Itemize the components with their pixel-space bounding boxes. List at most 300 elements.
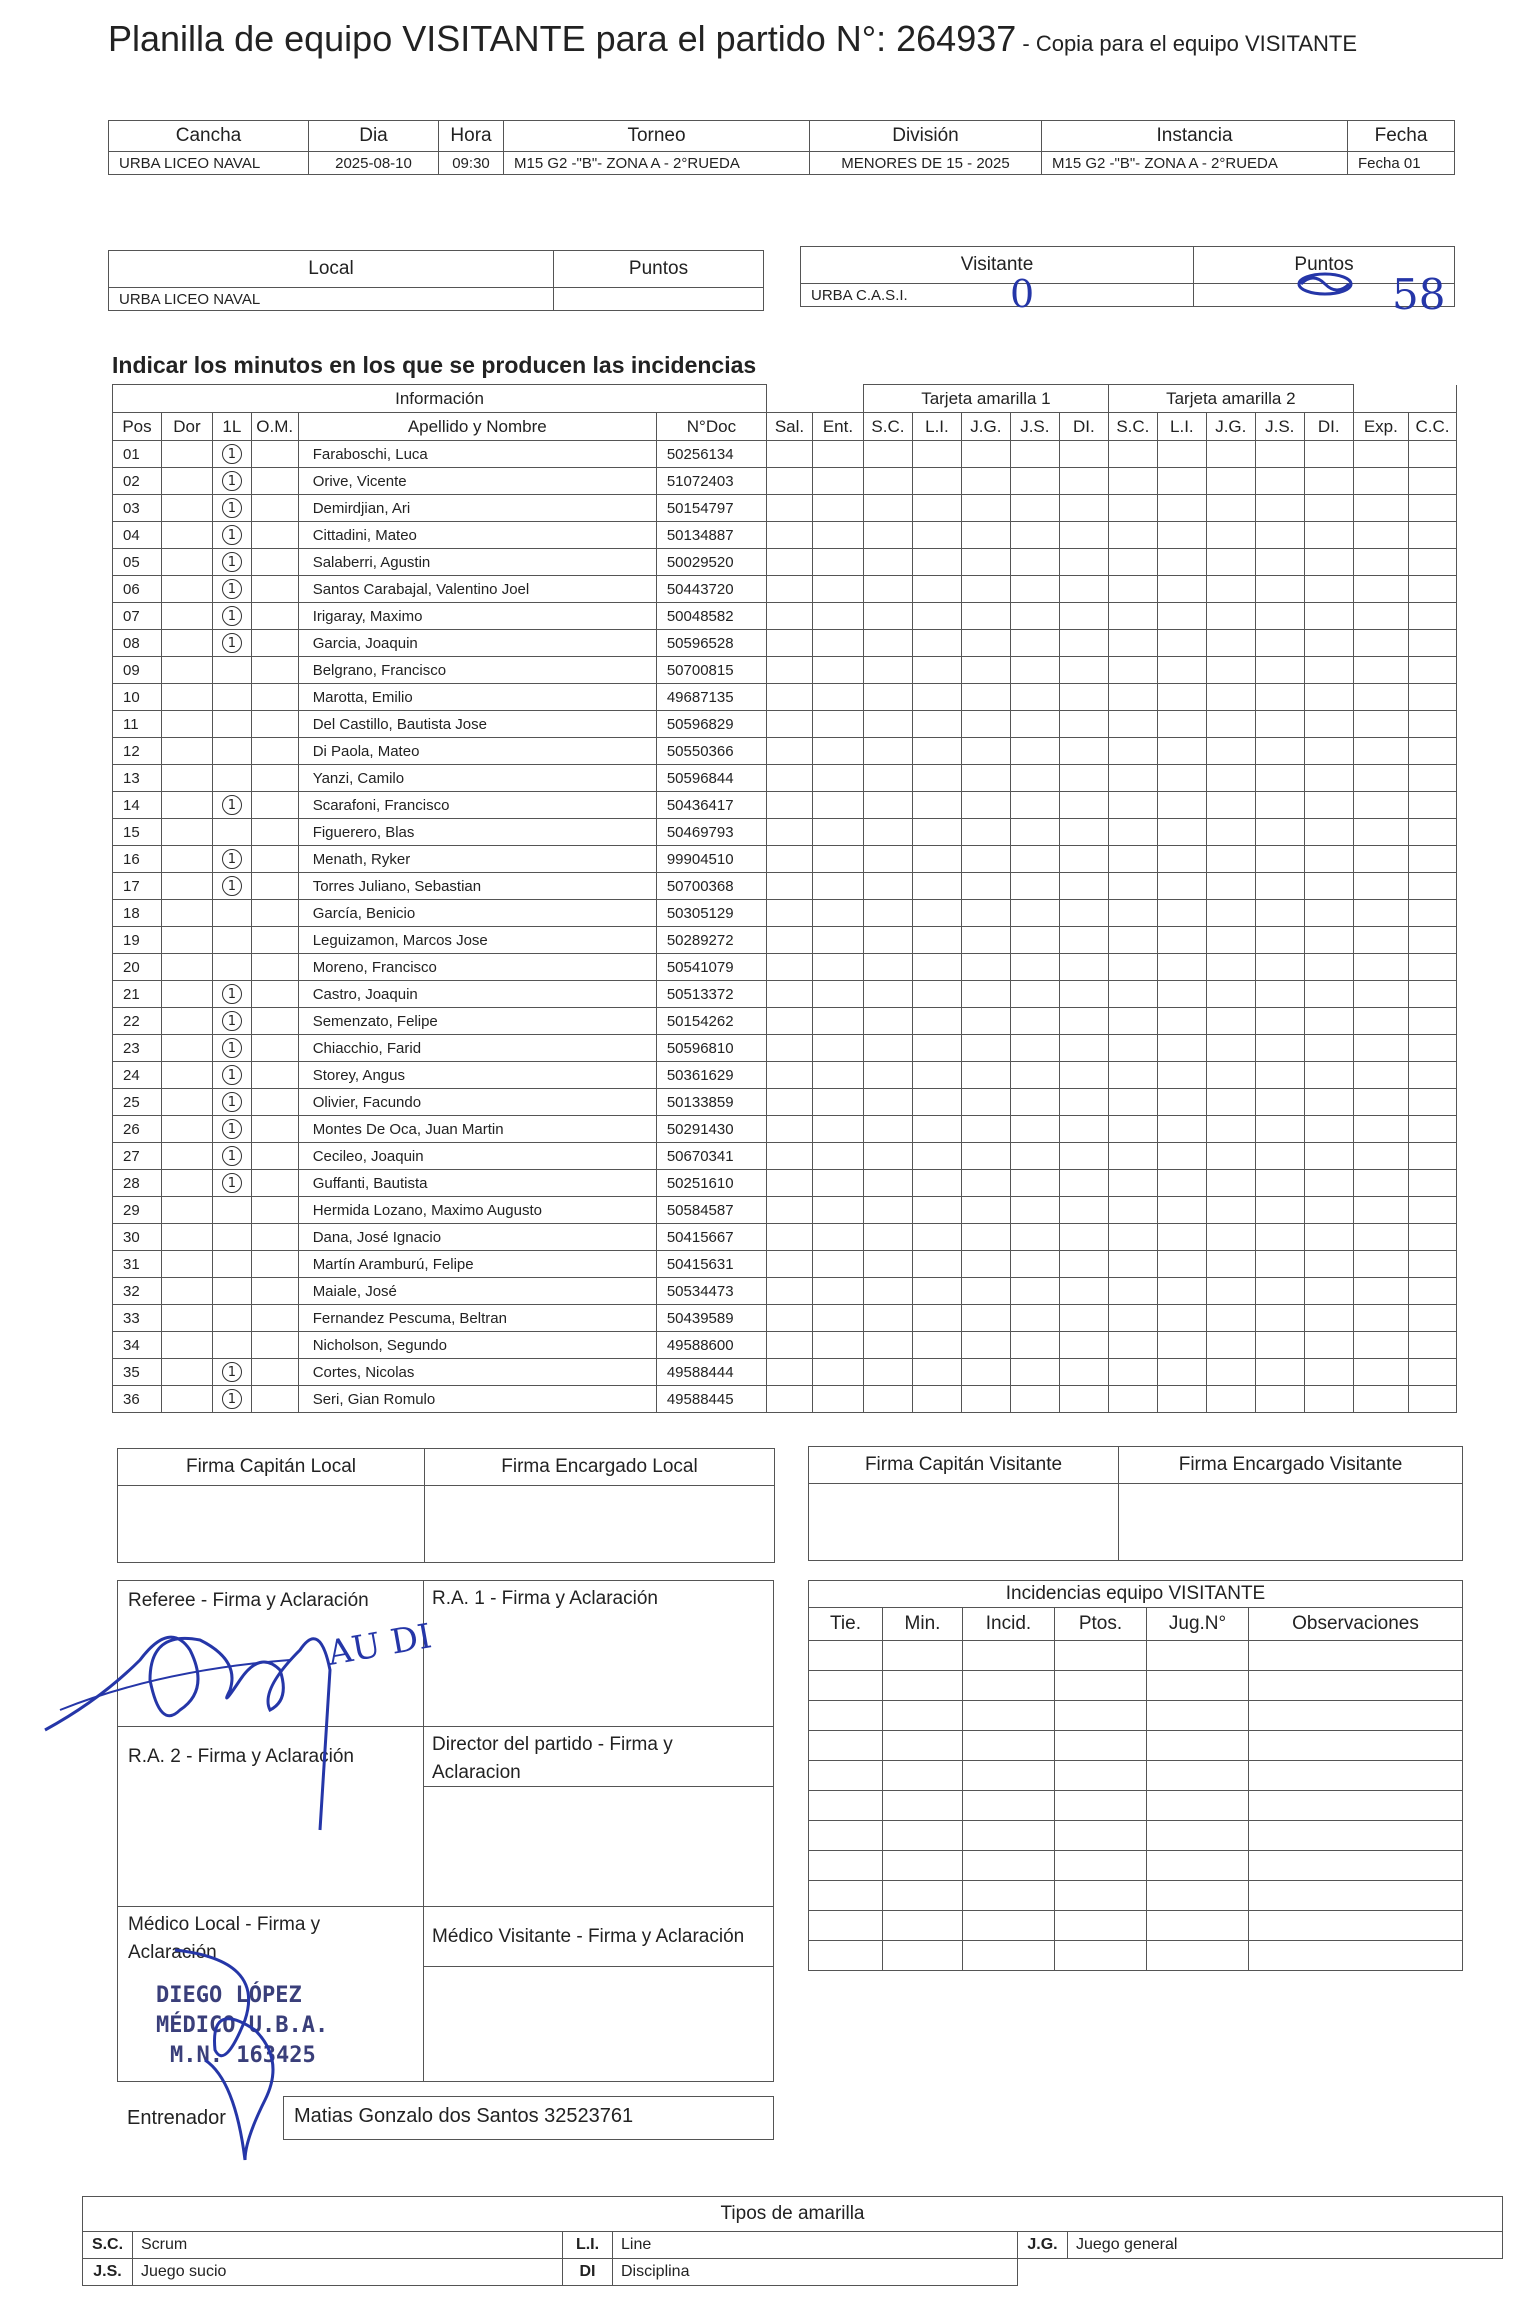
player-doc: 50596844 [656, 765, 766, 792]
incident-cell [812, 1251, 863, 1278]
player-doc: 50550366 [656, 738, 766, 765]
incident-cell [1108, 468, 1157, 495]
incident-cell [912, 1278, 961, 1305]
coach-value: Matias Gonzalo dos Santos 32523761 [294, 2105, 634, 2127]
incident-cell [1059, 1116, 1108, 1143]
incident-cell [812, 1143, 863, 1170]
player-pos: 01 [113, 441, 162, 468]
incident-cell [1304, 549, 1353, 576]
incident-column-5: Observaciones [1249, 1608, 1463, 1641]
player-doc: 50439589 [656, 1305, 766, 1332]
incident-cell [1408, 1170, 1456, 1197]
player-dor [161, 576, 212, 603]
incident-cell [767, 576, 813, 603]
player-name: Cittadini, Mateo [298, 522, 656, 549]
incident-cell [1010, 792, 1059, 819]
incident-cell [1408, 1197, 1456, 1224]
player-dor [161, 738, 212, 765]
local-captain-signature-box [118, 1486, 425, 1563]
player-doc: 50541079 [656, 954, 766, 981]
incident-cell [1010, 1197, 1059, 1224]
player-om [251, 1197, 298, 1224]
incident-cell [1408, 792, 1456, 819]
legend-text-sc: Scrum [133, 2232, 563, 2259]
incident-cell [812, 1035, 863, 1062]
incident-cell [912, 468, 961, 495]
first-line-mark: 1 [222, 498, 242, 518]
incident-cell [1010, 495, 1059, 522]
incident-cell [1010, 1116, 1059, 1143]
player-pos: 19 [113, 927, 162, 954]
incident-cell [1059, 873, 1108, 900]
incident-cell [961, 900, 1010, 927]
incident-cell [1408, 522, 1456, 549]
incident-cell [961, 738, 1010, 765]
player-om [251, 954, 298, 981]
player-doc: 50251610 [656, 1170, 766, 1197]
table-row [113, 738, 1457, 765]
first-line-mark: 1 [222, 525, 242, 545]
player-pos: 10 [113, 684, 162, 711]
column-header-4: Apellido y Nombre [298, 413, 656, 441]
incident-cell [961, 1359, 1010, 1386]
column-header-6: Sal. [767, 413, 813, 441]
incident-cell [812, 900, 863, 927]
incident-cell [1108, 630, 1157, 657]
player-name: Cecileo, Joaquin [298, 1143, 656, 1170]
player-name: Marotta, Emilio [298, 684, 656, 711]
incident-row-cell [809, 1671, 883, 1701]
incident-cell [912, 657, 961, 684]
player-dor [161, 1359, 212, 1386]
incident-row [809, 1761, 1463, 1791]
local-team-table [108, 250, 764, 311]
player-pos: 24 [113, 1062, 162, 1089]
incident-cell [767, 468, 813, 495]
incident-cell [863, 522, 912, 549]
incident-cell [767, 657, 813, 684]
incident-column-3: Ptos. [1055, 1608, 1147, 1641]
incident-cell [767, 1197, 813, 1224]
incident-cell [1108, 441, 1157, 468]
player-first-line [212, 1008, 251, 1035]
incident-cell [1353, 603, 1408, 630]
incident-cell [1108, 711, 1157, 738]
incident-cell [767, 1062, 813, 1089]
incident-cell [1255, 1386, 1304, 1413]
local-points-header: Puntos [554, 251, 764, 288]
player-pos: 18 [113, 900, 162, 927]
incident-row [809, 1911, 1463, 1941]
incident-cell [1108, 576, 1157, 603]
incident-cell [1304, 603, 1353, 630]
incident-row [809, 1791, 1463, 1821]
incident-cell [1408, 1116, 1456, 1143]
player-first-line [212, 549, 251, 576]
incident-cell [1010, 522, 1059, 549]
incident-row-cell [809, 1731, 883, 1761]
incident-row-cell [809, 1791, 883, 1821]
incident-cell [1408, 1332, 1456, 1359]
player-pos: 20 [113, 954, 162, 981]
incident-cell [1255, 873, 1304, 900]
incident-cell [863, 1251, 912, 1278]
incident-cell [1010, 1170, 1059, 1197]
incident-cell [1255, 954, 1304, 981]
player-dor [161, 900, 212, 927]
incident-cell [1408, 1305, 1456, 1332]
local-captain-signature-label: Firma Capitán Local [118, 1449, 425, 1486]
incident-row-cell [1055, 1881, 1147, 1911]
incident-cell [961, 711, 1010, 738]
incident-cell [1108, 549, 1157, 576]
incident-cell [812, 576, 863, 603]
first-line-mark: 1 [222, 1011, 242, 1031]
referee-signature [40, 1560, 440, 1865]
incident-column-2: Incid. [963, 1608, 1055, 1641]
incident-cell [1206, 792, 1255, 819]
section-title: Indicar los minutos en los que se producen las incidencias [112, 352, 757, 378]
incident-cell [1206, 603, 1255, 630]
player-name: Seri, Gian Romulo [298, 1386, 656, 1413]
incident-cell [1157, 630, 1206, 657]
player-pos: 26 [113, 1116, 162, 1143]
table-row [113, 630, 1457, 657]
scribble-mark [1295, 270, 1355, 303]
incident-cell [961, 1278, 1010, 1305]
incident-cell [912, 873, 961, 900]
player-first-line [212, 657, 251, 684]
player-doc: 50700815 [656, 657, 766, 684]
incident-cell [961, 1143, 1010, 1170]
incident-cell [912, 1035, 961, 1062]
player-doc: 50415667 [656, 1224, 766, 1251]
incident-column-0: Tie. [809, 1608, 883, 1641]
incident-cell [961, 1251, 1010, 1278]
player-name: Chiacchio, Farid [298, 1035, 656, 1062]
incident-cell [912, 1305, 961, 1332]
incident-cell [961, 441, 1010, 468]
ra1-label: R.A. 1 - Firma y Aclaración [432, 1588, 658, 1609]
incident-cell [1059, 792, 1108, 819]
column-header-19: C.C. [1408, 413, 1456, 441]
incident-cell [1408, 954, 1456, 981]
incident-cell [863, 711, 912, 738]
player-pos: 03 [113, 495, 162, 522]
incident-row-cell [809, 1701, 883, 1731]
incident-cell [1353, 1116, 1408, 1143]
incident-cell [961, 522, 1010, 549]
incident-cell [863, 1278, 912, 1305]
incident-cell [863, 1305, 912, 1332]
incident-cell [767, 1116, 813, 1143]
incident-cell [863, 873, 912, 900]
player-pos: 09 [113, 657, 162, 684]
player-name: Montes De Oca, Juan Martin [298, 1116, 656, 1143]
incident-cell [812, 549, 863, 576]
player-name: Dana, José Ignacio [298, 1224, 656, 1251]
table-row [113, 603, 1457, 630]
legend-code-sc: S.C. [83, 2232, 133, 2259]
incident-cell [1206, 441, 1255, 468]
table-row [113, 1332, 1457, 1359]
incident-row [809, 1731, 1463, 1761]
incident-cell [1353, 549, 1408, 576]
incident-cell [961, 603, 1010, 630]
player-pos: 07 [113, 603, 162, 630]
incident-cell [1108, 1305, 1157, 1332]
incident-cell [1304, 846, 1353, 873]
player-name: Del Castillo, Bautista Jose [298, 711, 656, 738]
incident-cell [1353, 522, 1408, 549]
incident-cell [1408, 630, 1456, 657]
incident-cell [1059, 684, 1108, 711]
incident-cell [1010, 441, 1059, 468]
incident-row-cell [809, 1851, 883, 1881]
incident-cell [1059, 549, 1108, 576]
incident-cell [1059, 1332, 1108, 1359]
incident-row-cell [1055, 1641, 1147, 1671]
incident-row [809, 1881, 1463, 1911]
player-om [251, 684, 298, 711]
incident-cell [1255, 1089, 1304, 1116]
incident-row-cell [883, 1941, 963, 1971]
player-om [251, 1008, 298, 1035]
player-dor [161, 1278, 212, 1305]
player-doc: 50291430 [656, 1116, 766, 1143]
incident-cell [1353, 873, 1408, 900]
officials-divider-h4 [423, 1966, 773, 1967]
first-line-mark: 1 [222, 1119, 242, 1139]
player-name: Guffanti, Bautista [298, 1170, 656, 1197]
incident-cell [812, 792, 863, 819]
player-dor [161, 1170, 212, 1197]
table-row [113, 522, 1457, 549]
incident-cell [912, 954, 961, 981]
incident-cell [1408, 927, 1456, 954]
match-value-6: Fecha 01 [1348, 152, 1455, 175]
incident-cell [1206, 1332, 1255, 1359]
first-line-mark: 1 [222, 471, 242, 491]
coach-field [283, 2096, 774, 2140]
table-row [113, 1008, 1457, 1035]
incident-cell [1010, 1359, 1059, 1386]
incident-cell [1304, 441, 1353, 468]
incident-row-cell [1249, 1881, 1463, 1911]
incident-cell [1010, 630, 1059, 657]
incident-cell [1010, 1035, 1059, 1062]
incident-row-cell [883, 1911, 963, 1941]
incident-cell [1010, 657, 1059, 684]
incident-cell [1353, 657, 1408, 684]
incident-cell [1255, 819, 1304, 846]
incident-cell [863, 495, 912, 522]
table-row [113, 1251, 1457, 1278]
incident-cell [1157, 1278, 1206, 1305]
column-header-14: L.I. [1157, 413, 1206, 441]
table-row [113, 954, 1457, 981]
incident-cell [1108, 1386, 1157, 1413]
ra2-label: R.A. 2 - Firma y Aclaración [128, 1746, 354, 1767]
incident-cell [812, 495, 863, 522]
incident-cell [912, 1197, 961, 1224]
incident-cell [961, 1224, 1010, 1251]
incident-cell [1059, 1062, 1108, 1089]
table-row [113, 819, 1457, 846]
incident-cell [1255, 549, 1304, 576]
incident-cell [1108, 1332, 1157, 1359]
incident-cell [1353, 1278, 1408, 1305]
incident-cell [1255, 738, 1304, 765]
incident-row-cell [1147, 1881, 1249, 1911]
incident-cell [1010, 954, 1059, 981]
incident-cell [1108, 792, 1157, 819]
incident-cell [1353, 954, 1408, 981]
first-line-mark: 1 [222, 552, 242, 572]
incident-cell [1255, 1197, 1304, 1224]
table-row [113, 1116, 1457, 1143]
group-yellow1: Tarjeta amarilla 1 [863, 385, 1108, 413]
table-row [113, 792, 1457, 819]
incident-cell [1408, 738, 1456, 765]
incident-cell [1353, 684, 1408, 711]
local-points [554, 288, 764, 311]
incident-cell [1408, 1089, 1456, 1116]
incident-cell [1408, 576, 1456, 603]
incident-cell [1010, 684, 1059, 711]
incident-cell [912, 1359, 961, 1386]
incident-cell [1157, 522, 1206, 549]
incident-cell [1157, 684, 1206, 711]
player-dor [161, 495, 212, 522]
incident-cell [1108, 1251, 1157, 1278]
incident-cell [1255, 981, 1304, 1008]
incident-cell [1157, 1359, 1206, 1386]
player-pos: 11 [113, 711, 162, 738]
incident-row-cell [1249, 1851, 1463, 1881]
incident-cell [1157, 873, 1206, 900]
incident-row-cell [1055, 1791, 1147, 1821]
incident-cell [812, 1278, 863, 1305]
incident-cell [1255, 792, 1304, 819]
incident-cell [961, 549, 1010, 576]
incident-cell [961, 765, 1010, 792]
player-dor [161, 1197, 212, 1224]
incidents-title: Incidencias equipo VISITANTE [809, 1581, 1463, 1608]
incident-cell [1206, 522, 1255, 549]
incident-cell [863, 1116, 912, 1143]
incident-cell [1304, 900, 1353, 927]
player-pos: 27 [113, 1143, 162, 1170]
incident-cell [1010, 711, 1059, 738]
player-pos: 16 [113, 846, 162, 873]
incident-cell [767, 1386, 813, 1413]
incident-cell [1059, 981, 1108, 1008]
player-first-line [212, 1359, 251, 1386]
incident-cell [1353, 1251, 1408, 1278]
incident-cell [1255, 1251, 1304, 1278]
incident-cell [1304, 1224, 1353, 1251]
incident-row-cell [1147, 1701, 1249, 1731]
incident-row-cell [963, 1791, 1055, 1821]
incident-cell [1408, 819, 1456, 846]
incident-cell [1157, 981, 1206, 1008]
incident-row-cell [883, 1821, 963, 1851]
incident-cell [1304, 981, 1353, 1008]
incident-row-cell [1147, 1941, 1249, 1971]
first-line-mark: 1 [222, 1092, 242, 1112]
incident-cell [863, 1359, 912, 1386]
visitor-points-header: Puntos [1194, 247, 1455, 284]
incident-cell [912, 441, 961, 468]
player-name: Demirdjian, Ari [298, 495, 656, 522]
incident-cell [1206, 846, 1255, 873]
player-om [251, 792, 298, 819]
table-row [113, 711, 1457, 738]
incident-cell [1108, 603, 1157, 630]
player-pos: 23 [113, 1035, 162, 1062]
incident-cell [812, 1386, 863, 1413]
incident-cell [912, 495, 961, 522]
incident-cell [1157, 657, 1206, 684]
player-first-line [212, 738, 251, 765]
table-row [113, 1143, 1457, 1170]
incident-cell [912, 1143, 961, 1170]
incident-cell [1157, 1008, 1206, 1035]
incident-cell [1108, 1062, 1157, 1089]
incident-cell [1059, 1305, 1108, 1332]
incident-row-cell [963, 1911, 1055, 1941]
incident-row-cell [1055, 1761, 1147, 1791]
player-pos: 28 [113, 1170, 162, 1197]
table-row [113, 576, 1457, 603]
first-line-mark: 1 [222, 1038, 242, 1058]
incident-cell [1353, 711, 1408, 738]
player-first-line [212, 1278, 251, 1305]
incident-cell [1255, 1143, 1304, 1170]
incident-cell [961, 1305, 1010, 1332]
match-header-0: Cancha [109, 121, 309, 152]
visitor-handwritten-points: 58 [1392, 270, 1446, 319]
incident-row-cell [883, 1761, 963, 1791]
incident-cell [1206, 1035, 1255, 1062]
incident-cell [1157, 819, 1206, 846]
incident-row-cell [809, 1821, 883, 1851]
incident-row-cell [1147, 1731, 1249, 1761]
incident-cell [863, 603, 912, 630]
incident-row-cell [1055, 1821, 1147, 1851]
incident-cell [1304, 738, 1353, 765]
incident-cell [1010, 927, 1059, 954]
player-dor [161, 1062, 212, 1089]
incident-cell [1304, 1359, 1353, 1386]
incident-cell [863, 765, 912, 792]
incident-cell [863, 657, 912, 684]
player-name: Garcia, Joaquin [298, 630, 656, 657]
player-dor [161, 1143, 212, 1170]
player-dor [161, 819, 212, 846]
incident-cell [1206, 1062, 1255, 1089]
first-line-mark: 1 [222, 1362, 242, 1382]
player-pos: 15 [113, 819, 162, 846]
table-row [113, 1062, 1457, 1089]
incident-row-cell [1249, 1731, 1463, 1761]
incident-cell [1353, 1035, 1408, 1062]
match-value-3: M15 G2 -"B"- ZONA A - 2°RUEDA [504, 152, 810, 175]
incident-column-4: Jug.N° [1147, 1608, 1249, 1641]
player-dor [161, 846, 212, 873]
incident-cell [1059, 711, 1108, 738]
